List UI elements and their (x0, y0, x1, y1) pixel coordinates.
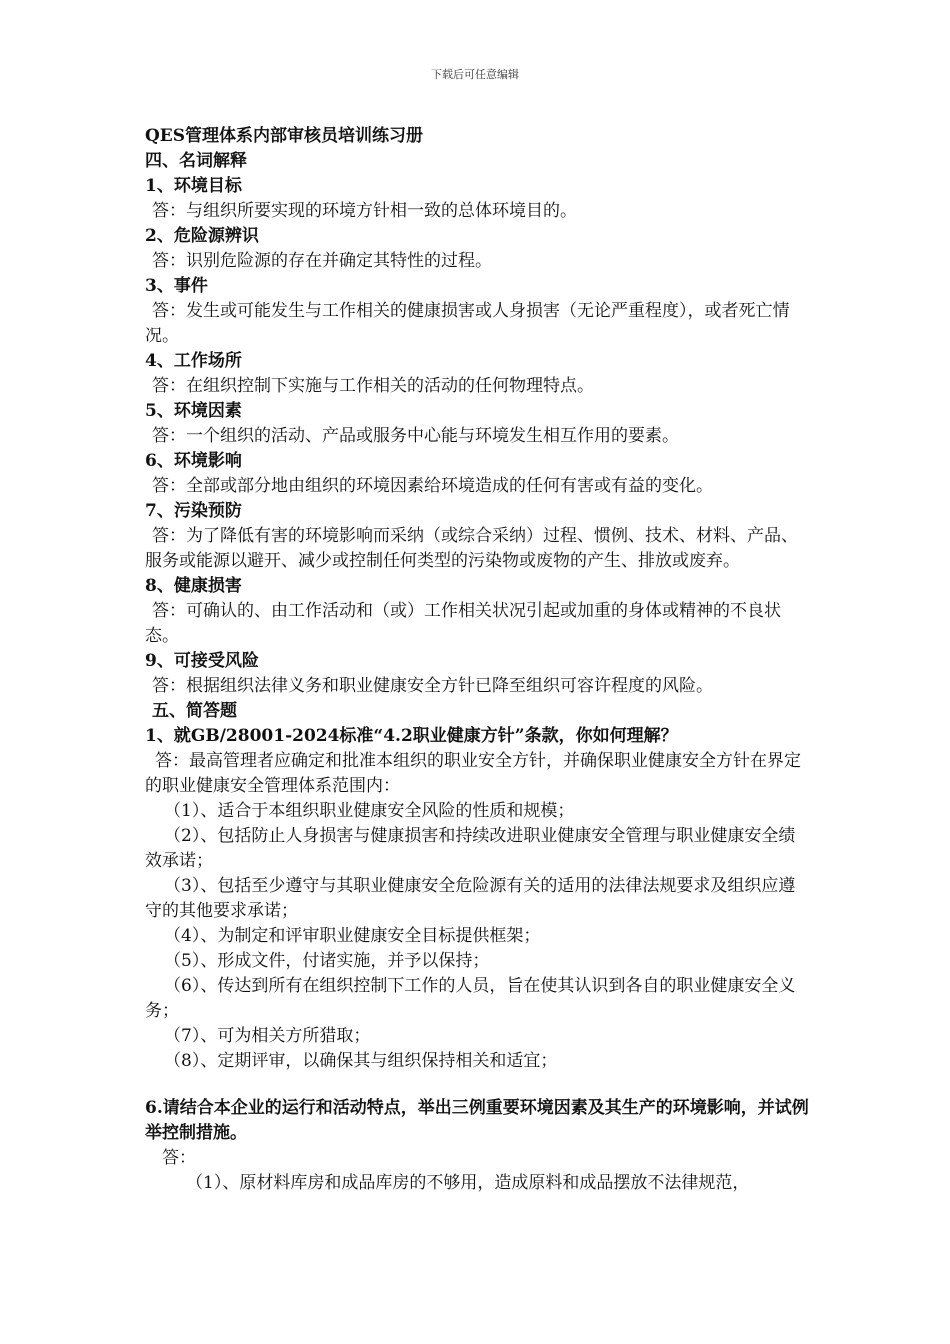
term-answer: 答：全部或部分地由组织的环境因素给环境造成的任何有害或有益的变化。 (152, 476, 713, 496)
question-heading: 1、就GB/28001-2024标准“4.2职业健康方针”条款，你如何理解？ (145, 726, 678, 746)
term-answer: 答：可确认的、由工作活动和（或）工作相关状况引起或加重的身体或精神的不良状态。 (145, 601, 781, 646)
answer-list-item: （6）、传达到所有在组织控制下工作的人员，旨在使其认识到各自的职业健康安全义务； (145, 976, 796, 1021)
question-answer: 答：最高管理者应确定和批准本组织的职业安全方针，并确保职业健康安全方针在界定的职业健康安全管理体系范围内： (145, 751, 801, 796)
answer-list-item: （1）、原材料库房和成品库房的不够用，造成原料和成品摆放不法律规范， (186, 1173, 750, 1193)
answer-list-item: （7）、可为相关方所猎取； (164, 1026, 371, 1046)
term-answer: 答：发生或可能发生与工作相关的健康损害或人身损害（无论严重程度），或者死亡情况。 (145, 301, 790, 346)
answer-list-item: （3）、包括至少遵守与其职业健康安全危险源有关的适用的法律法规要求及组织应遵守的其他要求承诺； (145, 876, 796, 921)
answer-list-item: （4）、为制定和评审职业健康安全目标提供框架； (164, 926, 541, 946)
answer-list-item: （5）、形成文件，付诸实施，并予以保持； (164, 951, 490, 971)
term-heading: 6、环境影响 (145, 451, 242, 471)
term-heading: 8、健康损害 (145, 576, 242, 596)
term-answer: 答：一个组织的活动、产品或服务中心能与环境发生相互作用的要素。 (152, 426, 679, 446)
term-answer: 答：根据组织法律义务和职业健康安全方针已降至组织可容许程度的风险。 (152, 676, 713, 696)
term-heading: 2、危险源辨识 (145, 226, 259, 246)
term-heading: 4、工作场所 (145, 351, 242, 371)
answer-label: 答： (162, 1148, 196, 1168)
term-heading: 3、事件 (145, 276, 208, 296)
term-heading: 7、污染预防 (145, 501, 242, 521)
answer-list-item: （2）、包括防止人身损害与健康损害和持续改进职业健康安全管理与职业健康安全绩效承诺； (145, 826, 796, 871)
term-answer: 答：在组织控制下实施与工作相关的活动的任何物理特点。 (152, 376, 594, 396)
page-header-note: 下载后可任意编辑 (431, 68, 519, 81)
question-heading: 6.请结合本企业的运行和活动特点，举出三例重要环境因素及其生产的环境影响，并试例举控制措施。 (145, 1098, 809, 1143)
doc-title: QES管理体系内部审核员培训练习册 (145, 126, 424, 146)
answer-list-item: （8）、定期评审，以确保其与组织保持相关和适宜； (164, 1051, 558, 1071)
term-answer: 答：为了降低有害的环境影响而采纳（或综合采纳）过程、惯例、技术、材料、产品、服务或能源以避开、减少或控制任何类型的污染物或废物的产生、排放或废弃。 (145, 526, 798, 571)
section-heading-short-answers: 五、简答题 (152, 701, 237, 721)
section-heading-terms: 四、名词解释 (145, 151, 247, 171)
answer-list-item: （1）、适合于本组织职业健康安全风险的性质和规模； (164, 801, 575, 821)
term-heading: 1、环境目标 (145, 176, 242, 196)
document-body (145, 124, 810, 1196)
term-heading: 5、环境因素 (145, 401, 242, 421)
term-answer: 答：识别危险源的存在并确定其特性的过程。 (152, 251, 492, 271)
term-heading: 9、可接受风险 (145, 651, 259, 671)
term-answer: 答：与组织所要实现的环境方针相一致的总体环境目的。 (152, 201, 577, 221)
blank-line (145, 1074, 810, 1096)
